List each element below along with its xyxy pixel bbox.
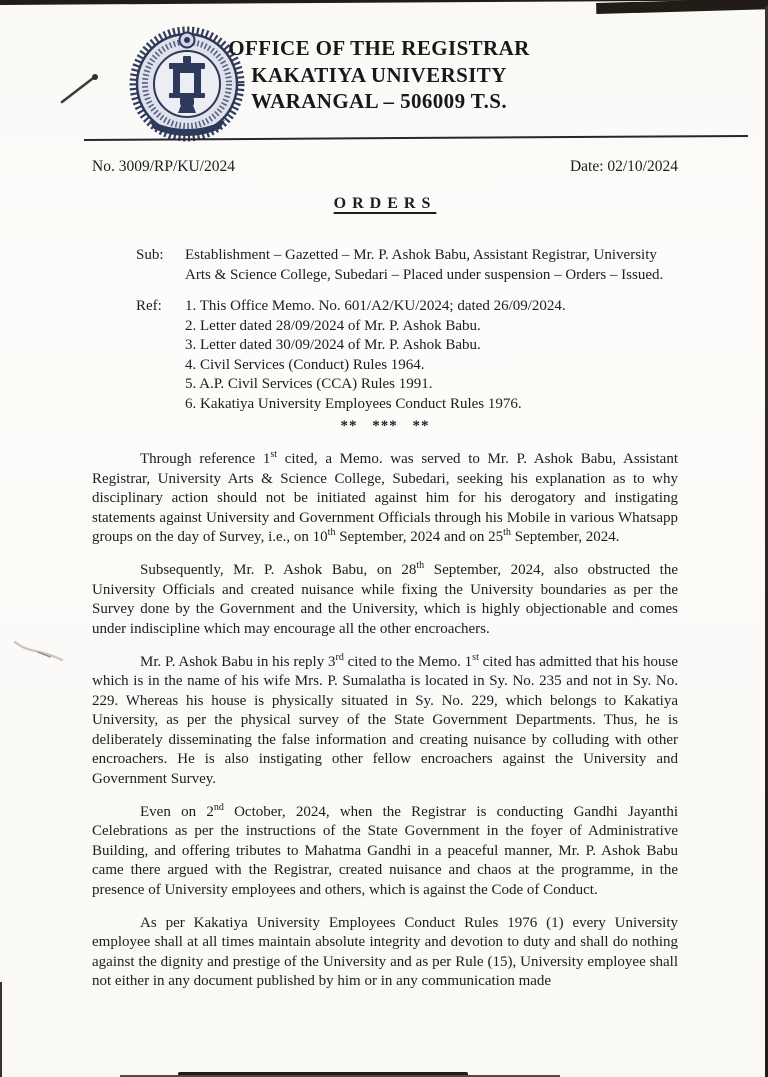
reference-label: Ref: xyxy=(136,298,162,314)
body-paragraph-3: Mr. P. Ashok Babu in his reply 3rd cited to the Memo. 1st cited has admitted that his house which is in the name of his wife Mrs. P. Sumalatha is located in Sy. No. 235 and not in Sy. No. 229. Whereas his house is physically situated in Sy. No. 229, which belongs to Kakatiya University, as per the physical survey of the State Government Departments. Thus, he is deliberately disseminating the false information and creating nuisance by colluding with other encroachers. He is also instigating other fellow encroachers against the University and Government Survey. xyxy=(92,651,679,787)
section-separator: ** *** ** xyxy=(340,418,430,434)
document-body xyxy=(0,157,768,992)
letterhead xyxy=(0,0,768,145)
letterhead-office-line: OFFICE OF THE REGISTRAR xyxy=(228,36,530,60)
reference-number: No. 3009/RP/KU/2024 xyxy=(92,158,235,175)
reference-item: 4. Civil Services (Conduct) Rules 1964. xyxy=(185,356,425,373)
subject-text: Establishment – Gazetted – Mr. P. Ashok Babu, Assistant Registrar, University Arts & Science College, Subedari – Placed under suspension – Orders – Issued. xyxy=(185,247,664,283)
subject-block xyxy=(136,246,678,285)
letterhead-university-line: KAKATIYA UNIVERSITY xyxy=(251,62,507,87)
meta-row xyxy=(92,157,678,177)
reference-item: 2. Letter dated 28/09/2024 of Mr. P. Ashok Babu. xyxy=(185,317,481,334)
letterhead-address-line: WARANGAL – 506009 T.S. xyxy=(251,89,507,113)
scan-edge-left-bottom xyxy=(0,982,2,1077)
document-title: ORDERS xyxy=(333,194,437,212)
reference-block xyxy=(136,297,678,414)
body-paragraph-4: Even on 2nd October, 2024, when the Registrar is conducting Gandhi Jayanthi Celebrations as per the instructions of the State Government in the foyer of Administrative Building, and offering tributes to Mahatma Gandhi in a peaceful manner, Mr. P. Ashok Babu came there argued with the Registrar, created nuisance and chaos at the programme, in the presence of University employees and others, which is against the Code of Conduct. xyxy=(92,801,678,898)
document-date: Date: 02/10/2024 xyxy=(569,158,678,175)
reference-item: 3. Letter dated 30/09/2024 of Mr. P. Ashok Babu. xyxy=(185,337,481,353)
subject-label: Sub: xyxy=(136,247,164,263)
body-paragraph-1: Through reference 1st cited, a Memo. was served to Mr. P. Ashok Babu, Assistant Registrar, University Arts & Science College, Subedari, seeking his explanation as to why disciplinary action should not be initiated against him for his derogatory and instigating statements against University and Government Officials through his Mobile in various Whatsapp groups on the day of Survey, i.e., on 10th September, 2024 and on 25th September, 2024. xyxy=(92,449,678,545)
body-paragraph-5: As per Kakatiya University Employees Conduct Rules 1976 (1) every University employee shall at all times maintain absolute integrity and devotion to duty and shall do nothing against the dignity and prestige of the University and as per Rule (15), University employee shall not either in any document published by him or in any communication made xyxy=(92,914,678,989)
reference-item: 5. A.P. Civil Services (CCA) Rules 1991. xyxy=(185,376,433,392)
body-paragraph-2: Subsequently, Mr. P. Ashok Babu, on 28th September, 2024, also obstructed the University Officials and created nuisance while fixing the University boundaries as per the Survey done by the Government and the University, which is highly objectionable and comes under indiscipline which may encourage all the other encroachers. xyxy=(92,560,679,637)
reference-item: 6. Kakatiya University Employees Conduct Rules 1976. xyxy=(185,395,522,412)
reference-item: 1. This Office Memo. No. 601/A2/KU/2024; dated 26/09/2024. xyxy=(185,298,566,314)
